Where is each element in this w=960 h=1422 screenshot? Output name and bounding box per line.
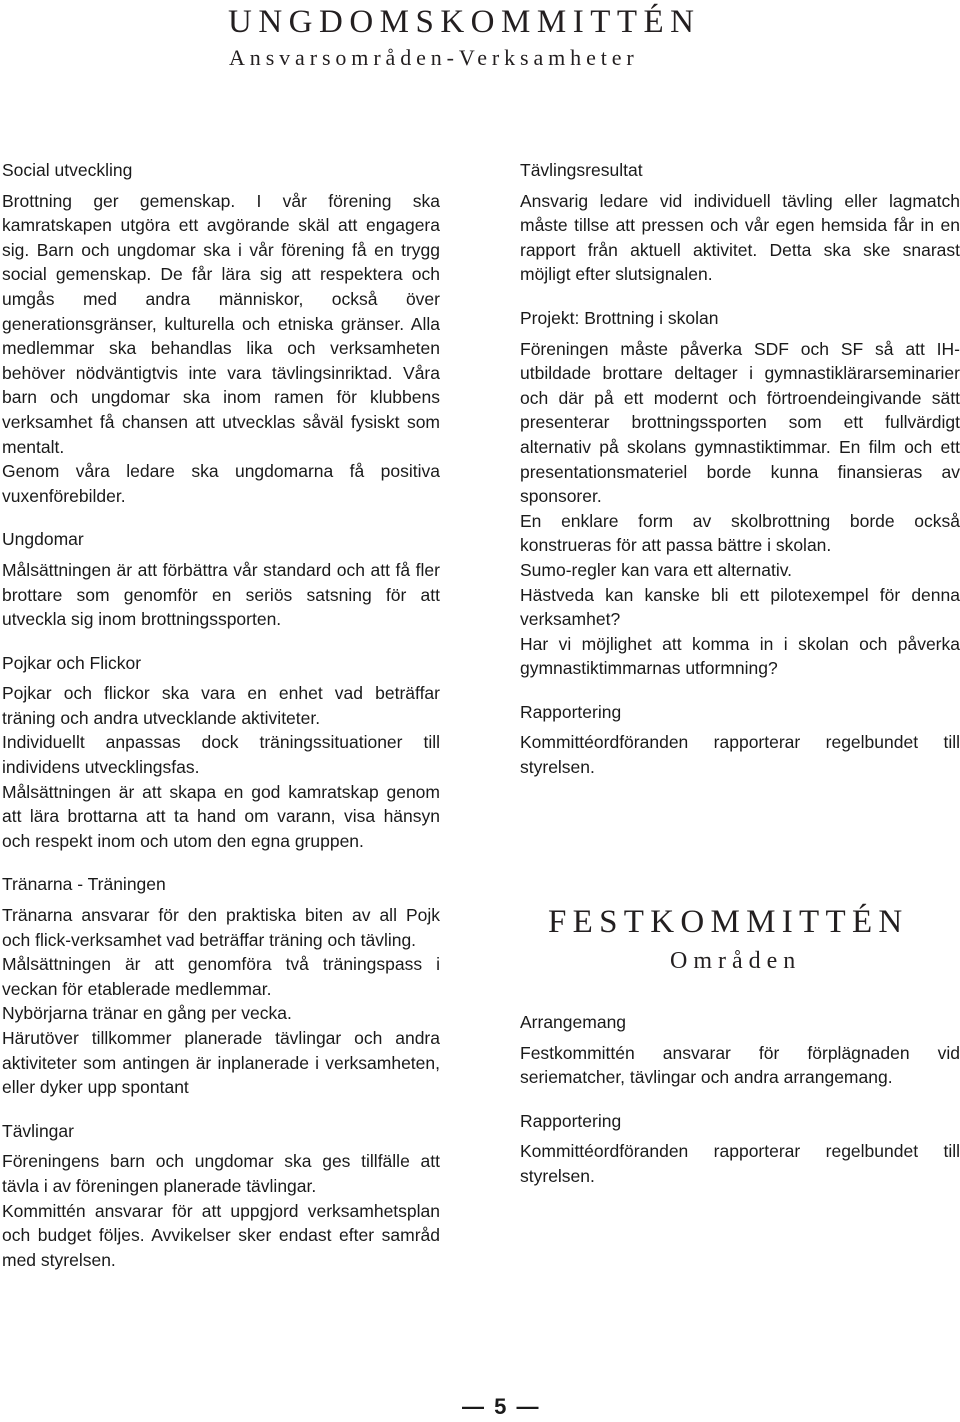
paragraph: Föreningens barn och ungdomar ska ges tillfälle att tävla i av föreningen planerade tävlingar. (2, 1151, 440, 1196)
section-heading: Tävlingsresultat (520, 160, 643, 180)
section-tavlingsresultat (520, 158, 960, 287)
festkommitten-title: FESTKOMMITTÉN (548, 904, 909, 940)
page-subtitle: Ansvarsområden-Verksamheter (229, 45, 639, 70)
section-rapportering (520, 700, 960, 780)
paragraph: Härutöver tillkommer planerade tävlingar och andra aktiviteter som antingen är inplanerade i verksamheten, eller dyker upp spontant (2, 1028, 440, 1098)
left-column (2, 158, 440, 1291)
section-heading: Social utveckling (2, 160, 133, 180)
section-fest-rapportering (520, 1109, 960, 1189)
paragraph: Kommittén ansvarar för att uppgjord verksamhetsplan och budget följes. Avvikelser sker endast efter samråd med styrelsen. (2, 1200, 440, 1270)
section-heading: Pojkar och Flickor (2, 652, 142, 673)
section-ungdomar (2, 527, 440, 631)
paragraph: Nybörjarna tränar en gång per vecka. (2, 1003, 292, 1024)
paragraph: Festkommittén ansvarar för förplägnaden vid seriematcher, tävlingar och andra arrangemang. (520, 1042, 960, 1088)
section-heading: Rapportering (520, 701, 622, 722)
right-column (520, 158, 960, 799)
paragraph: Brottning ger gemenskap. I vår förening ska kamratskapen utgöra ett avgörande skäl att engagera sig. Barn och ungdomar ska i vår förening få en trygg social gemenskap. De får lära sig att respektera och umgås med andra människor, också över generationsgränser, kulturella och etniska gränser. Alla medlemmar ska behandlas lika och verksamheten behöver nödväntigtvis inte vara tävlingsinriktad. Våra barn och ungdomar ska inom ramen för klubbens verksamhet få chansen att utvecklas såväl fysiskt som mentalt. (2, 190, 440, 457)
paragraph: Tränarna ansvarar för den praktiska biten av all Pojk och flick-verksamhet vad beträffar träning och tävling. (2, 905, 440, 950)
section-heading: Tävlingar (2, 1120, 74, 1141)
paragraph: Kommittéordföranden rapporterar regelbundet till styrelsen. (520, 732, 960, 778)
section-tranarna-traningen (2, 872, 440, 1099)
section-arrangemang (520, 1010, 960, 1090)
paragraph: Genom våra ledare ska ungdomarna få positiva vuxenförebilder. (2, 461, 440, 506)
section-heading: Ungdomar (2, 529, 84, 550)
paragraph: Individuellt anpassas dock träningssituationer till individens utvecklingsfas. (2, 732, 440, 778)
section-heading: Rapportering (520, 1110, 622, 1131)
page-title: UNGDOMSKOMMITTÉN (228, 4, 701, 40)
paragraph: Sumo-regler kan vara ett alternativ. (520, 559, 793, 580)
section-heading: Tränarna - Träningen (2, 874, 166, 895)
paragraph: Kommittéordföranden rapporterar regelbundet till styrelsen. (520, 1141, 960, 1186)
section-tavlingar (2, 1119, 440, 1273)
page-number: — 5 — (462, 1394, 541, 1419)
section-heading: Arrangemang (520, 1012, 627, 1032)
paragraph: Målsättningen är att förbättra vår standard och att få fler brottare som genomför en seriös satsning för att utveckla sig inom brottningssporten. (2, 559, 440, 630)
section-projekt-brottning-i-skolan (520, 306, 960, 681)
paragraph: En enklare form av skolbrottning borde också konstrueras för att passa bättre i skolan. (520, 510, 960, 556)
section-heading: Projekt: Brottning i skolan (520, 307, 719, 328)
section-pojkar-och-flickor (2, 651, 440, 854)
paragraph: Målsättningen är att genomföra två träningspass i veckan för etablerade medlemmar. (2, 954, 440, 999)
paragraph: Ansvarig ledare vid individuell tävling eller lagmatch måste tillse att pressen och vår egen hemsida får in en rapport från aktuell aktivitet. Detta ska ske snarast möjligt efter slutsignalen. (520, 190, 960, 285)
festkommitten-column (520, 1010, 960, 1208)
festkommitten-subtitle: Områden (670, 948, 802, 974)
section-social-utveckling (2, 158, 440, 508)
paragraph: Hästveda kan kanske bli ett pilotexempel för denna verksamhet? (520, 584, 960, 630)
paragraph: Målsättningen är att skapa en god kamratskap genom att lära brottarna att ta hand om varann, visa hänsyn och respekt inom och utom den egna gruppen. (2, 781, 440, 851)
paragraph: Föreningen måste påverka SDF och SF så att IH-utbildade brottare deltager i gymnastiklärarseminarier och där på ett modernt och förtroendeingivande sätt presenterar brottningssporten som ett fullvärdigt alternativ på skolans gymnastiktimmar. En film och ett presentationsmateriel borde kunna finansieras av sponsorer. (520, 338, 960, 507)
paragraph: Har vi möjlighet att komma in i skolan och påverka gymnastiktimmarnas utformning? (520, 633, 960, 679)
paragraph: Pojkar och flickor ska vara en enhet vad beträffar träning och andra utvecklande aktiviteter. (2, 683, 440, 728)
